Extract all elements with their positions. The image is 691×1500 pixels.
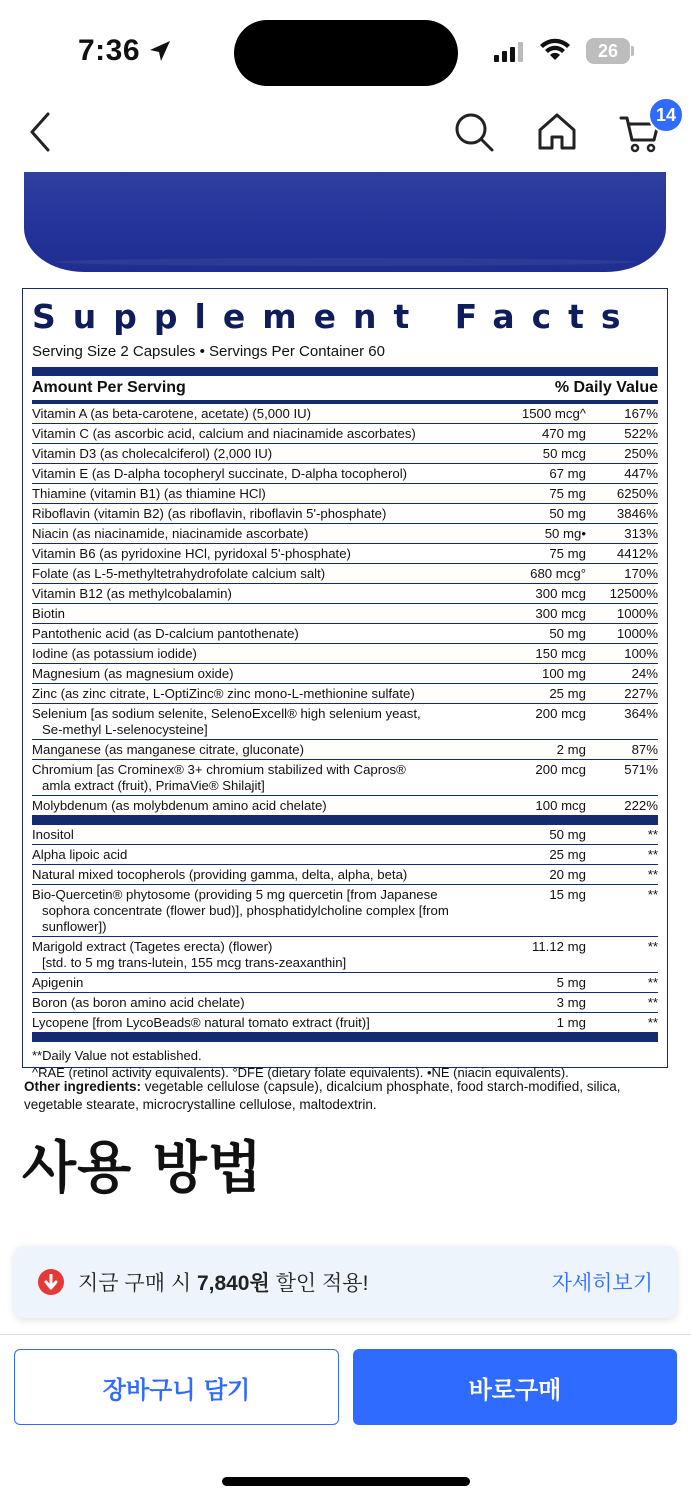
nutrient-daily-value: 87% <box>594 740 658 760</box>
amount-per-serving-header: Amount Per Serving <box>32 379 186 396</box>
nutrient-name-line: Lycopene [from LycoBeads® natural tomato extract (fruit)] <box>32 1015 370 1030</box>
nutrient-row <box>32 424 658 444</box>
nutrient-name <box>32 444 498 464</box>
nutrient-row <box>32 740 658 760</box>
nutrient-amount: 470 mg <box>498 424 594 444</box>
nutrient-name-line: Vitamin B6 (as pyridoxine HCl, pyridoxal 5'-phosphate) <box>32 546 351 561</box>
nutrient-name-line: Vitamin D3 (as cholecalciferol) (2,000 IU) <box>32 446 273 461</box>
nutrient-daily-value: ** <box>594 885 658 937</box>
top-nav <box>0 100 691 172</box>
facts-divider <box>32 367 658 376</box>
other-nutrient-table <box>32 825 658 1033</box>
nutrient-amount: 1 mg <box>498 1013 594 1033</box>
cart-count-badge: 14 <box>648 97 684 133</box>
discount-details-link[interactable]: 자세히보기 <box>551 1272 653 1295</box>
discount-suffix: 할인 적용! <box>269 1272 369 1295</box>
nutrient-daily-value: ** <box>594 865 658 885</box>
nutrient-name <box>32 624 498 644</box>
supplement-facts-panel <box>22 288 668 1080</box>
location-arrow-icon <box>148 40 172 62</box>
nutrient-daily-value: 522% <box>594 424 658 444</box>
nutrient-daily-value: 571% <box>594 760 658 796</box>
discount-prefix: 지금 구매 시 <box>78 1272 197 1295</box>
nutrient-amount: 2 mg <box>498 740 594 760</box>
bottom-divider <box>0 1334 691 1335</box>
nutrient-name-line: Iodine (as potassium iodide) <box>32 646 197 661</box>
nutrient-row <box>32 664 658 684</box>
nutrient-row <box>32 444 658 464</box>
nutrient-amount: 200 mcg <box>498 760 594 796</box>
nutrient-amount: 100 mcg <box>498 796 594 816</box>
nutrient-name-line: Molybdenum (as molybdenum amino acid chelate) <box>32 798 327 813</box>
nutrient-table <box>32 404 658 816</box>
nutrient-amount: 3 mg <box>498 993 594 1013</box>
add-to-cart-button[interactable]: 장바구니 담기 <box>14 1349 339 1425</box>
nutrient-name <box>32 704 498 740</box>
nutrient-row <box>32 544 658 564</box>
cellular-signal-icon <box>494 40 523 62</box>
nutrient-name-line: sophora concentrate (flower bud)], phosphatidylcholine complex [from sunflower]) <box>42 903 449 934</box>
nutrient-row <box>32 760 658 796</box>
nutrient-daily-value: ** <box>594 937 658 973</box>
nutrient-amount: 200 mcg <box>498 704 594 740</box>
discount-down-icon <box>38 1269 64 1295</box>
nutrient-amount: 75 mg <box>498 484 594 504</box>
nutrient-name <box>32 845 498 865</box>
nutrient-amount: 25 mg <box>498 684 594 704</box>
nutrient-daily-value: 170% <box>594 564 658 584</box>
nutrient-daily-value: 1000% <box>594 624 658 644</box>
daily-value-header: % Daily Value <box>554 379 658 396</box>
nutrient-name <box>32 564 498 584</box>
nutrient-name-line: Bio-Quercetin® phytosome (providing 5 mg quercetin [from Japanese <box>32 887 438 902</box>
nutrient-amount: 50 mg• <box>498 524 594 544</box>
nutrient-row <box>32 885 658 937</box>
nutrient-daily-value: 12500% <box>594 584 658 604</box>
nutrient-daily-value: 167% <box>594 404 658 424</box>
nutrient-daily-value: ** <box>594 993 658 1013</box>
battery-level: 26 <box>586 38 630 64</box>
nutrient-row <box>32 624 658 644</box>
nutrient-row <box>32 564 658 584</box>
other-ingredients-text: vegetable cellulose (capsule), dicalcium phosphate, food starch-modified, silica, vegetable stearate, microcrystalline cellulose, maltodextrin. <box>24 1079 621 1112</box>
nutrient-daily-value: 447% <box>594 464 658 484</box>
facts-header-row <box>32 376 658 400</box>
nutrient-daily-value: 222% <box>594 796 658 816</box>
nutrient-amount: 300 mcg <box>498 584 594 604</box>
nutrient-amount: 5 mg <box>498 973 594 993</box>
nutrient-name <box>32 796 498 816</box>
nutrient-row <box>32 825 658 845</box>
nutrient-name <box>32 484 498 504</box>
nutrient-name <box>32 684 498 704</box>
nutrient-name <box>32 464 498 484</box>
buy-now-button[interactable]: 바로구매 <box>353 1349 677 1425</box>
nutrient-amount: 50 mg <box>498 825 594 845</box>
nutrient-name <box>32 885 498 937</box>
nutrient-amount: 50 mg <box>498 624 594 644</box>
nutrient-name-line: Folate (as L-5-methyltetrahydrofolate calcium salt) <box>32 566 326 581</box>
home-icon[interactable] <box>536 110 578 154</box>
nutrient-name-line: Boron (as boron amino acid chelate) <box>32 995 245 1010</box>
nutrient-daily-value: 1000% <box>594 604 658 624</box>
nutrient-row <box>32 404 658 424</box>
nutrient-name-line: Vitamin A (as beta-carotene, acetate) (5,000 IU) <box>32 406 312 421</box>
nutrient-name-line: Alpha lipoic acid <box>32 847 128 862</box>
nutrient-name-line: Inositol <box>32 827 74 842</box>
nutrient-name-line: Natural mixed tocopherols (providing gamma, delta, alpha, beta) <box>32 867 408 882</box>
nutrient-row <box>32 937 658 973</box>
nutrient-name <box>32 865 498 885</box>
facts-footnotes <box>32 1047 658 1081</box>
nutrient-amount: 680 mcg° <box>498 564 594 584</box>
nutrient-name <box>32 604 498 624</box>
nutrient-amount: 300 mcg <box>498 604 594 624</box>
discount-banner[interactable] <box>14 1246 677 1318</box>
home-indicator[interactable] <box>222 1477 470 1486</box>
nutrient-name <box>32 544 498 564</box>
discount-amount: 7,840원 <box>196 1272 270 1295</box>
nutrient-daily-value: 250% <box>594 444 658 464</box>
product-bottle-image <box>24 172 666 272</box>
nutrient-name-line: Zinc (as zinc citrate, L-OptiZinc® zinc mono-L-methionine sulfate) <box>32 686 415 701</box>
nutrient-daily-value: 227% <box>594 684 658 704</box>
nutrient-amount: 50 mg <box>498 504 594 524</box>
nutrient-amount: 75 mg <box>498 544 594 564</box>
nutrient-name-line: Vitamin E (as D-alpha tocopheryl succinate, D-alpha tocopherol) <box>32 466 408 481</box>
nutrient-daily-value: 4412% <box>594 544 658 564</box>
nutrient-amount: 150 mcg <box>498 644 594 664</box>
nutrient-row <box>32 704 658 740</box>
nutrient-name <box>32 937 498 973</box>
nutrient-daily-value: 24% <box>594 664 658 684</box>
footnote-dv: **Daily Value not established. <box>32 1048 202 1063</box>
nutrient-daily-value: ** <box>594 825 658 845</box>
nutrient-amount: 20 mg <box>498 865 594 885</box>
nutrient-name-line: Niacin (as niacinamide, niacinamide ascorbate) <box>32 526 309 541</box>
other-ingredients <box>24 1078 664 1114</box>
nutrient-name <box>32 644 498 664</box>
nutrient-name-line: Vitamin C (as ascorbic acid, calcium and niacinamide ascorbates) <box>32 426 416 441</box>
nutrient-row <box>32 865 658 885</box>
nutrient-row <box>32 604 658 624</box>
nutrient-row <box>32 684 658 704</box>
nutrient-name <box>32 504 498 524</box>
nutrient-name <box>32 424 498 444</box>
serving-info: Serving Size 2 Capsules • Servings Per Container 60 <box>32 343 385 360</box>
nutrient-amount: 1500 mcg^ <box>498 404 594 424</box>
search-icon[interactable] <box>452 110 496 154</box>
footnote-equivalents: ^RAE (retinol activity equivalents). °DFE (dietary folate equivalents). •NE (niacin equivalents). <box>32 1065 569 1080</box>
section-title-howto: 사용 방법 <box>22 1136 263 1201</box>
nutrient-name <box>32 404 498 424</box>
back-arrow-icon[interactable] <box>26 110 56 154</box>
nutrient-name-line: Se-methyl L-selenocysteine] <box>42 722 208 737</box>
discount-message <box>78 1267 552 1297</box>
nutrient-row <box>32 973 658 993</box>
nutrient-name-line: [std. to 5 mg trans-lutein, 155 mcg trans-zeaxanthin] <box>42 955 347 970</box>
nutrient-daily-value: ** <box>594 1013 658 1033</box>
nutrient-row <box>32 504 658 524</box>
nutrient-name <box>32 760 498 796</box>
nutrient-name <box>32 825 498 845</box>
nutrient-name-line: Manganese (as manganese citrate, gluconate) <box>32 742 304 757</box>
nutrient-name-line: amla extract (fruit), PrimaVie® Shilajit] <box>42 778 265 793</box>
nutrient-row <box>32 993 658 1013</box>
nutrient-name <box>32 664 498 684</box>
nutrient-name-line: Thiamine (vitamin B1) (as thiamine HCl) <box>32 486 266 501</box>
other-ingredients-label: Other ingredients: <box>24 1079 142 1094</box>
nutrient-name-line: Selenium [as sodium selenite, SelenoExcell® high selenium yeast, <box>32 706 421 721</box>
nutrient-daily-value: ** <box>594 973 658 993</box>
facts-divider <box>32 816 658 825</box>
nutrient-name <box>32 973 498 993</box>
nutrient-name <box>32 1013 498 1033</box>
nutrient-name-line: Marigold extract (Tagetes erecta) (flower) <box>32 939 273 954</box>
nutrient-name-line: Magnesium (as magnesium oxide) <box>32 666 234 681</box>
nutrient-row <box>32 484 658 504</box>
nutrient-name-line: Apigenin <box>32 975 84 990</box>
nutrient-amount: 25 mg <box>498 845 594 865</box>
battery-cap <box>631 46 634 56</box>
nutrient-amount: 100 mg <box>498 664 594 684</box>
dynamic-island <box>234 20 458 86</box>
nutrient-row <box>32 845 658 865</box>
nutrient-row <box>32 584 658 604</box>
nutrient-daily-value: 364% <box>594 704 658 740</box>
nutrient-name <box>32 524 498 544</box>
nutrient-row <box>32 796 658 816</box>
nutrient-daily-value: 3846% <box>594 504 658 524</box>
nutrient-daily-value: 100% <box>594 644 658 664</box>
facts-title: Supplement Facts <box>32 297 638 336</box>
status-time: 7:36 <box>78 34 141 67</box>
status-bar <box>0 0 691 100</box>
wifi-icon <box>538 36 572 62</box>
nutrient-name <box>32 993 498 1013</box>
nutrient-amount: 50 mcg <box>498 444 594 464</box>
facts-divider <box>32 1033 658 1042</box>
nutrient-daily-value: 6250% <box>594 484 658 504</box>
nutrient-daily-value: ** <box>594 845 658 865</box>
nutrient-row <box>32 464 658 484</box>
nutrient-row <box>32 1013 658 1033</box>
nutrient-name-line: Vitamin B12 (as methylcobalamin) <box>32 586 232 601</box>
nutrient-amount: 11.12 mg <box>498 937 594 973</box>
nutrient-row <box>32 644 658 664</box>
nutrient-name <box>32 740 498 760</box>
nutrient-amount: 15 mg <box>498 885 594 937</box>
nutrient-name-line: Riboflavin (vitamin B2) (as riboflavin, riboflavin 5'-phosphate) <box>32 506 387 521</box>
nutrient-name-line: Biotin <box>32 606 65 621</box>
nutrient-name <box>32 584 498 604</box>
nutrient-daily-value: 313% <box>594 524 658 544</box>
nutrient-name-line: Chromium [as Crominex® 3+ chromium stabilized with Capros® <box>32 762 406 777</box>
nutrient-amount: 67 mg <box>498 464 594 484</box>
nutrient-row <box>32 524 658 544</box>
nutrient-name-line: Pantothenic acid (as D-calcium pantothenate) <box>32 626 299 641</box>
